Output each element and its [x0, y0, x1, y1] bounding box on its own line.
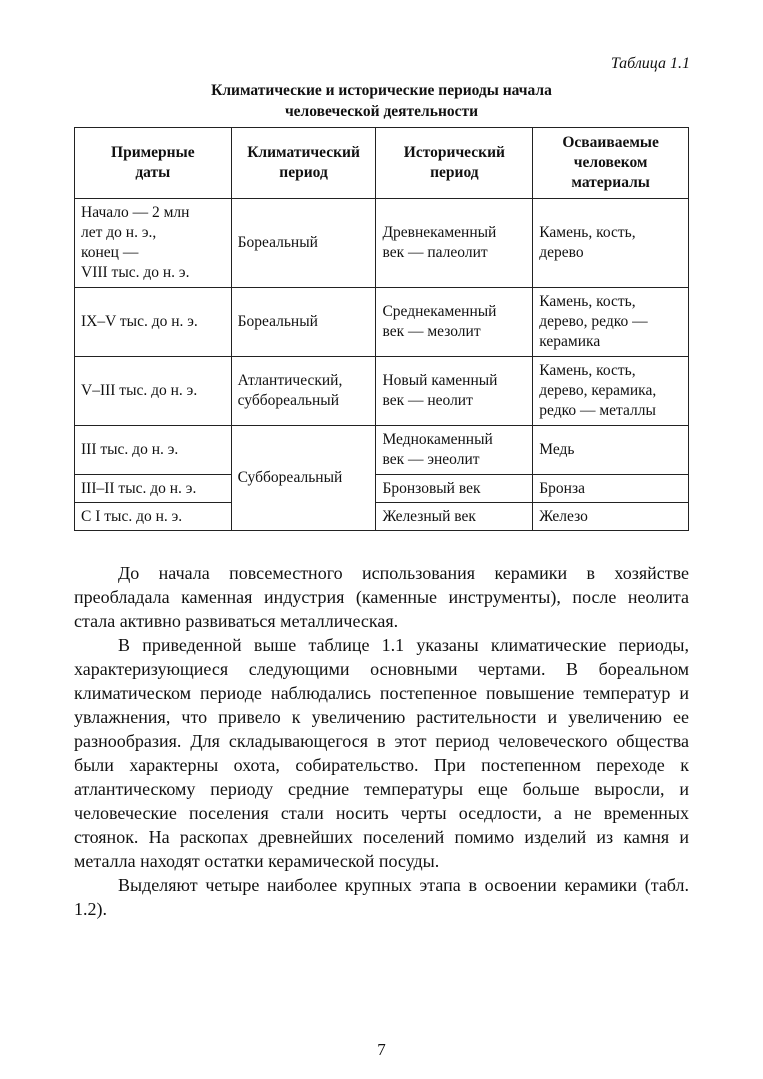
header-historic	[376, 128, 533, 199]
cell-line: дерево, керамика,	[539, 382, 657, 399]
cell-historic	[376, 288, 533, 357]
cell-historic	[376, 475, 533, 503]
cell-materials	[533, 503, 689, 531]
cell-line: суббореальный	[237, 392, 339, 409]
cell-line: век — энеолит	[382, 451, 480, 468]
cell-materials	[533, 199, 689, 288]
cell-historic	[376, 357, 533, 426]
cell-line: Бронза	[539, 479, 585, 497]
cell-line: Среднекаменный	[382, 303, 497, 320]
cell-line: VIII тыс. до н. э.	[81, 264, 190, 281]
cell-line: IX–V тыс. до н. э.	[81, 313, 198, 330]
header-climatic	[231, 128, 376, 199]
cell-climatic	[231, 199, 376, 288]
cell-materials	[533, 357, 689, 426]
cell-line: конец —	[81, 244, 139, 261]
cell-dates	[75, 357, 232, 426]
cell-line: век — мезолит	[382, 323, 481, 340]
cell-materials	[533, 426, 689, 475]
cell-line: век — палеолит	[382, 244, 488, 261]
cell-line: Железный век	[382, 507, 476, 525]
table-row	[75, 475, 689, 503]
header-line: Климатический	[247, 144, 360, 161]
cell-line: Новый каменный	[382, 372, 498, 389]
cell-dates	[75, 503, 232, 531]
header-dates	[75, 128, 232, 199]
cell-historic	[376, 426, 533, 475]
cell-line: Меднокаменный	[382, 431, 493, 448]
cell-line: III тыс. до н. э.	[81, 441, 179, 458]
body-text	[74, 561, 689, 921]
table-row	[75, 426, 689, 475]
cell-dates	[75, 475, 232, 503]
header-line: человеком	[573, 154, 648, 171]
cell-line: Бронзовый век	[382, 479, 481, 497]
cell-climatic	[231, 288, 376, 357]
cell-climatic	[231, 357, 376, 426]
cell-line: Камень, кость,	[539, 293, 636, 310]
cell-line: Медь	[539, 441, 575, 458]
cell-line: век — неолит	[382, 392, 473, 409]
cell-historic	[376, 503, 533, 531]
table-title-line: Климатические и исторические периоды начала	[211, 82, 552, 99]
cell-historic	[376, 199, 533, 288]
cell-line: лет до н. э.,	[81, 224, 157, 241]
page-number: 7	[377, 1040, 386, 1059]
table-row	[75, 199, 689, 288]
cell-line: III–II тыс. до н. э.	[81, 479, 197, 497]
table-title	[74, 80, 689, 122]
paragraph: В приведенной выше таблице 1.1 указаны климатические периоды, характеризующиеся следующими основными чертами. В бореальном климатическом периоде наблюдались постепенное повышение температур и увлажнения, что привело к увеличению растительности и увеличению ее разнообразия. Для складывающегося в этот период человеческого общества были характерны охота, собирательство. При постепенном переходе к атлантическому периоду средние температуры еще больше выросли, и человеческие поселения стали носить черты оседлости, а не временных стоянок. На раскопах древнейших поселений помимо изделий из камня и металла находят остатки керамической посуды.	[74, 635, 689, 871]
table-row	[75, 503, 689, 531]
cell-line: Начало — 2 млн	[81, 204, 190, 221]
header-line: материалы	[571, 174, 650, 191]
table-caption-label: Таблица 1.1	[610, 55, 690, 72]
cell-line: Камень, кость,	[539, 224, 636, 241]
header-line: даты	[135, 164, 171, 181]
header-line: период	[279, 164, 328, 181]
periods-table	[74, 127, 689, 531]
cell-materials	[533, 475, 689, 503]
cell-dates	[75, 426, 232, 475]
cell-line: редко — металлы	[539, 402, 656, 419]
cell-line: дерево	[539, 244, 584, 261]
cell-materials	[533, 288, 689, 357]
cell-line: Бореальный	[237, 234, 318, 251]
cell-line: Атлантический,	[237, 372, 343, 389]
cell-line: керамика	[539, 333, 601, 350]
cell-dates	[75, 199, 232, 288]
cell-line: дерево, редко —	[539, 313, 648, 330]
cell-line: V–III тыс. до н. э.	[81, 382, 198, 399]
header-line: Исторический	[403, 144, 505, 161]
cell-line: Суббореальный	[237, 469, 343, 486]
cell-line: С I тыс. до н. э.	[81, 507, 183, 525]
cell-line: Бореальный	[237, 313, 318, 330]
header-materials	[533, 128, 689, 199]
paragraph: Выделяют четыре наиболее крупных этапа в освоении керамики (табл. 1.2).	[74, 875, 689, 919]
cell-line: Железо	[539, 507, 588, 525]
table-row	[75, 288, 689, 357]
table-title-line: человеческой деятельности	[284, 103, 479, 120]
paragraph: До начала повсеместного использования керамики в хозяйстве преобладала каменная индустрия (каменные инструменты), после неолита стала активно развиваться металлическая.	[74, 563, 689, 631]
cell-dates	[75, 288, 232, 357]
cell-line: Камень, кость,	[539, 362, 636, 379]
cell-climatic	[231, 426, 376, 531]
header-line: период	[430, 164, 479, 181]
header-line: Примерные	[111, 144, 195, 161]
table-row	[75, 357, 689, 426]
cell-line: Древнекаменный	[382, 224, 497, 241]
table-header-row	[75, 128, 689, 199]
header-line: Осваиваемые	[562, 134, 659, 151]
